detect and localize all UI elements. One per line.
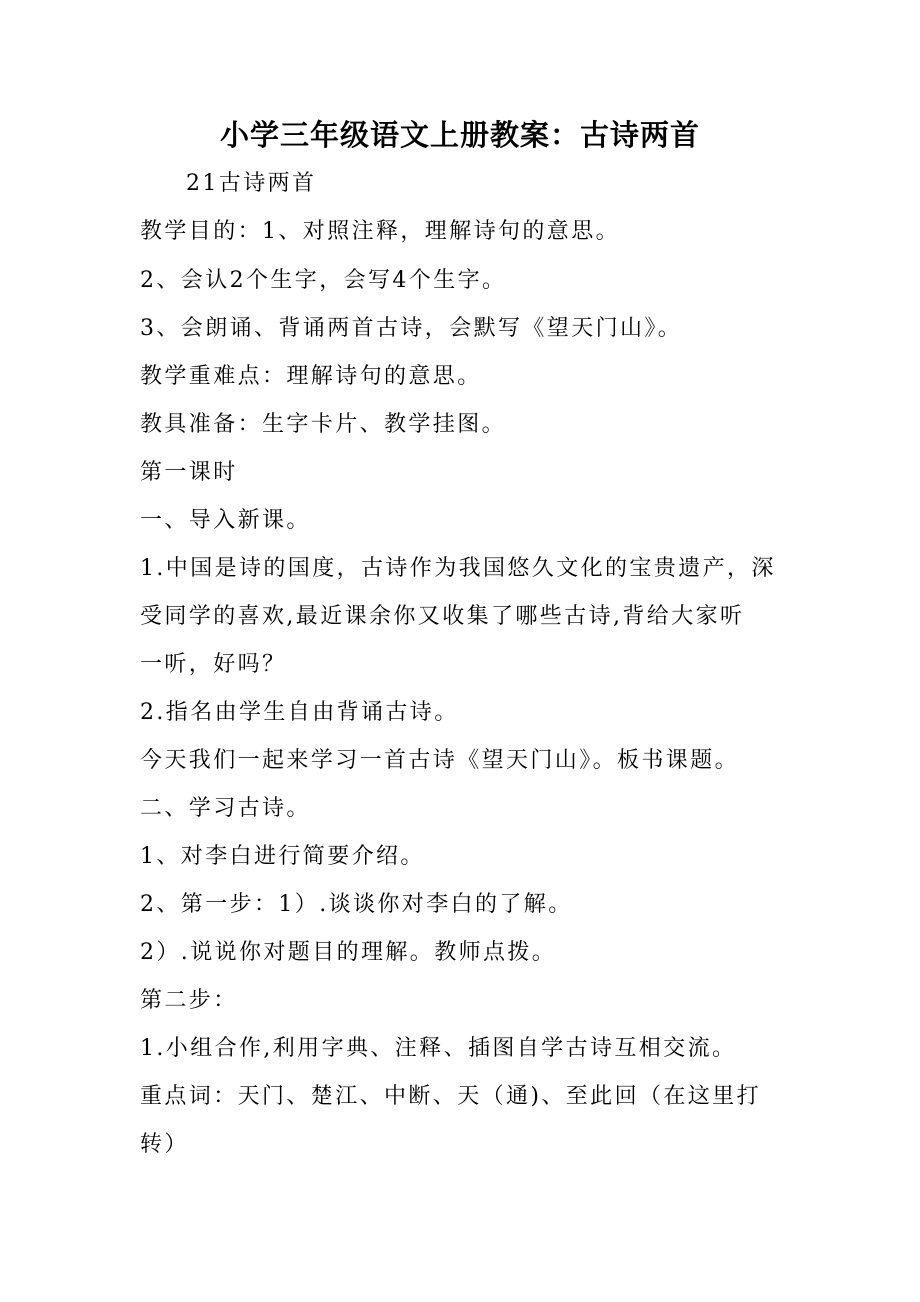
key-difficulty: 教学重难点：理解诗句的意思。 <box>140 364 482 389</box>
step-two-heading: 第二步： <box>140 988 238 1013</box>
teaching-objective-1: 教学目的：1、对照注释，理解诗句的意思。 <box>140 219 620 244</box>
teaching-objective-2: 2、会认2个生字，会写4个生字。 <box>140 268 507 293</box>
paragraph-line: 1.中国是诗的国度，古诗作为我国悠久文化的宝贵遗产，深 <box>140 556 776 581</box>
section-learn-poem: 二、学习古诗。 <box>140 796 311 821</box>
paragraph-line: 2）.说说你对题目的理解。教师点拨。 <box>140 940 557 965</box>
paragraph-line: 受同学的喜欢,最近课余你又收集了哪些古诗,背给大家听 <box>140 604 745 629</box>
section-introduction: 一、导入新课。 <box>140 508 311 533</box>
paragraph-line: 1、对李白进行简要介绍。 <box>140 844 425 869</box>
teaching-objective-3: 3、会朗诵、背诵两首古诗，会默写《望天门山》。 <box>140 316 683 341</box>
paragraph-line: 一听，好吗？ <box>140 652 287 677</box>
teaching-aids: 教具准备：生字卡片、教学挂图。 <box>140 412 507 437</box>
first-lesson-heading: 第一课时 <box>140 460 238 485</box>
paragraph-line: 1.小组合作,利用字典、注释、插图自学古诗互相交流。 <box>140 1036 737 1061</box>
document-title: 小学三年级语文上册教案：古诗两首 <box>219 118 700 152</box>
paragraph-line: 2、第一步：1）.谈谈你对李白的了解。 <box>140 892 573 917</box>
key-words-line: 转） <box>140 1132 189 1157</box>
key-words-line: 重点词：天门、楚江、中断、天（通)、至此回（在这里打 <box>140 1084 761 1109</box>
lesson-heading: 21古诗两首 <box>186 171 317 196</box>
paragraph-line: 2.指名由学生自由背诵古诗。 <box>140 700 459 725</box>
paragraph-line: 今天我们一起来学习一首古诗《望天门山》。板书课题。 <box>140 748 740 773</box>
